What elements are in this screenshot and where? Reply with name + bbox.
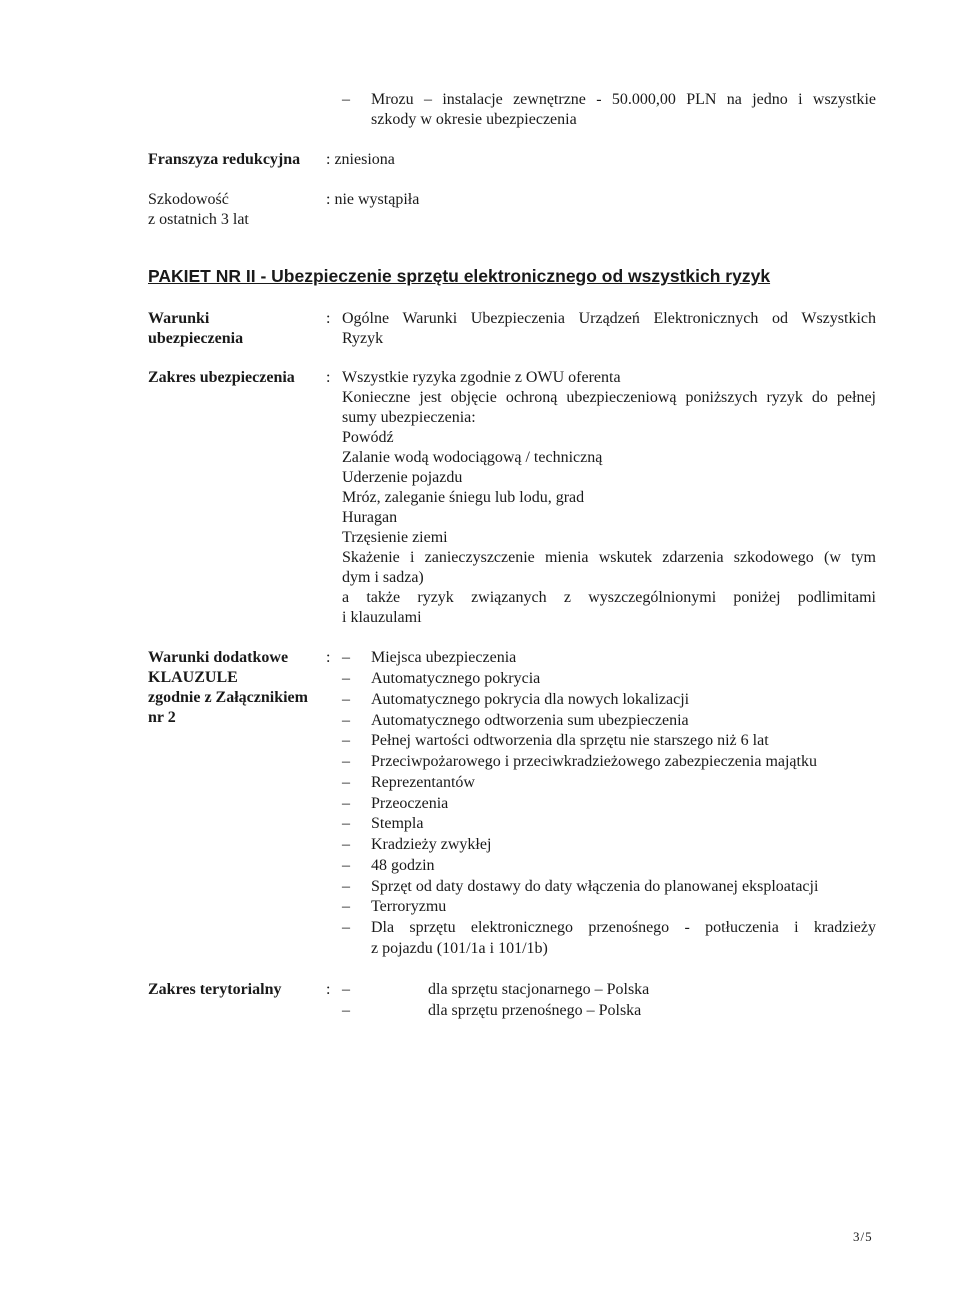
territory-item: dla sprzętu stacjonarnego – Polska [428,981,650,998]
clause-item: Przeoczenia [371,795,449,812]
clause-dash: – [342,836,350,853]
franszyza-label: Franszyza redukcyjna [148,151,301,168]
clause-item: Pełnej wartości odtworzenia dla sprzętu nie starszego niż 6 lat [371,732,769,749]
zakres-line: Uderzenie pojazdu [342,469,463,486]
szkodowosc-label-2: z ostatnich 3 lat [148,211,249,228]
zakres-line: dym i sadza) [342,569,424,586]
clause-dash: – [342,815,350,832]
terytorialny-colon: : [326,981,331,998]
dodatkowe-label-1: Warunki dodatkowe [148,649,289,666]
territory-dash: – [342,981,350,998]
warunki-value-2: Ryzyk [342,330,384,347]
territory-dash: – [342,1002,350,1019]
terytorialny-label: Zakres terytorialny [148,981,282,998]
top-line-1: Mrozu – instalacje zewnętrzne - 50.000,00 PLN na jedno i wszystkie [371,91,876,108]
warunki-value-1: Ogólne Warunki Ubezpieczenia Urządzeń Elektronicznych od Wszystkich [342,310,876,327]
szkodowosc-value: : nie wystąpiła [326,191,420,208]
dodatkowe-label-4: nr 2 [148,709,176,726]
zakres-line: a także ryzyk związanych z wyszczególnionymi poniżej podlimitami [342,589,876,606]
zakres-line: Mróz, zaleganie śniegu lub lodu, grad [342,489,585,506]
dodatkowe-label-2: KLAUZULE [148,669,238,686]
dodatkowe-colon: : [326,649,331,666]
section-heading: PAKIET NR II - Ubezpieczenie sprzętu elektronicznego od wszystkich ryzyk [148,266,771,286]
zakres-line: Skażenie i zanieczyszczenie mienia wskutek zdarzenia szkodowego (w tym [342,549,876,566]
szkodowosc-label-1: Szkodowość [148,191,229,208]
zakres-colon: : [326,369,331,386]
clause-dash: – [342,712,350,729]
clause-item: Kradzieży zwykłej [371,836,492,853]
zakres-line: sumy ubezpieczenia: [342,409,476,426]
clause-dash: – [342,919,350,936]
clause-item: Terroryzmu [371,898,447,915]
zakres-line: Huragan [342,509,398,526]
zakres-line: Wszystkie ryzyka zgodnie z OWU oferenta [342,369,621,386]
clause-item: Automatycznego pokrycia [371,670,541,687]
zakres-line: Powódź [342,429,394,446]
warunki-label-1: Warunki [148,310,210,327]
clause-dash: – [342,795,350,812]
clause-dash: – [342,753,350,770]
territory-item: dla sprzętu przenośnego – Polska [428,1002,642,1019]
zakres-line: Trzęsienie ziemi [342,529,448,546]
clause-item: Przeciwpożarowego i przeciwkradzieżowego zabezpieczenia majątku [371,753,817,770]
clause-dash: – [342,670,350,687]
warunki-colon: : [326,310,331,327]
clause-item: 48 godzin [371,857,435,874]
clause-item: Stempla [371,815,424,832]
clause-dash: – [342,878,350,895]
clause-dash: – [342,691,350,708]
dodatkowe-label-3: zgodnie z Załącznikiem [148,689,308,706]
zakres-label: Zakres ubezpieczenia [148,369,295,386]
clause-dash: – [342,732,350,749]
zakres-line: i klauzulami [342,609,422,626]
page-number: 3/5 [853,1229,873,1244]
clause-item-continuation: z pojazdu (101/1a i 101/1b) [371,940,548,957]
clause-item: Reprezentantów [371,774,475,791]
zakres-line: Zalanie wodą wodociągową / techniczną [342,449,603,466]
clause-dash: – [342,649,350,666]
clause-item: Sprzęt od daty dostawy do daty włączenia do planowanej eksploatacji [371,878,819,895]
clause-dash: – [342,857,350,874]
clause-item: Miejsca ubezpieczenia [371,649,517,666]
clause-item: Automatycznego odtworzenia sum ubezpieczenia [371,712,689,729]
clause-dash: – [342,898,350,915]
top-line-2: szkody w okresie ubezpieczenia [371,111,577,128]
zakres-line: Konieczne jest objęcie ochroną ubezpieczeniową poniższych ryzyk do pełnej [342,389,876,406]
clause-item: Dla sprzętu elektronicznego przenośnego - potłuczenia i kradzieży [371,919,876,936]
clause-item: Automatycznego pokrycia dla nowych lokalizacji [371,691,690,708]
top-dash: – [342,91,350,108]
franszyza-value: : zniesiona [326,151,395,168]
clause-dash: – [342,774,350,791]
warunki-label-2: ubezpieczenia [148,330,244,347]
